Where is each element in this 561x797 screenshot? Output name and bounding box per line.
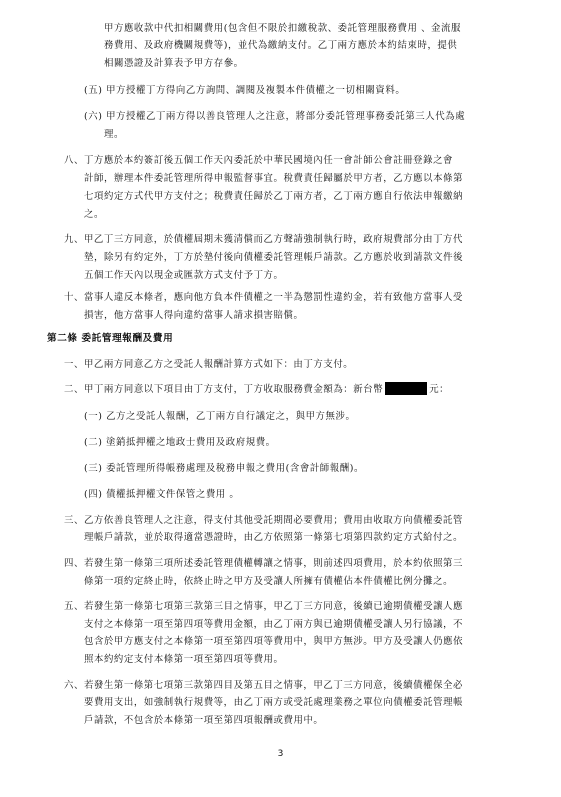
text-line: 之。 <box>84 209 104 220</box>
text-line: 理。 <box>104 129 124 140</box>
text-line: (二) 塗銷抵押權之地政士費用及政府規費。 <box>84 437 276 448</box>
text-line: 務費用、及政府機關規費等)，並代為繳納支付。乙丁兩方應於本約結束時，提供 <box>104 40 458 51</box>
text-line-with-redaction <box>64 381 449 398</box>
page-number: 3 <box>277 749 284 759</box>
text-line: 九、甲乙丁三方同意，於債權屆期未獲清償而乙方聲請強制執行時，政府規費部分由丁方代 <box>64 234 464 245</box>
text-line: (六) 甲方授權乙丁兩方得以善良管理人之注意，將部分委託管理事務委託第三人代為處 <box>84 111 466 122</box>
text-line: (一) 乙方之受託人報酬，乙丁兩方自行議定之，與甲方無涉。 <box>84 411 356 422</box>
text-line: (四) 債權抵押權文件保管之費用 。 <box>84 489 240 500</box>
text-line: 要費用支出，如強制執行規費等，由乙丁兩方或受託處理業務之單位向債權委託管理帳 <box>84 697 464 708</box>
text-line: 照本約約定支付本條第一項至第四項等費用。 <box>84 654 284 665</box>
text-line: (五) 甲方授權丁方得向乙方詢問、調閱及複製本件債權之一切相關資料。 <box>84 85 406 96</box>
section-heading: 第二條 委託管理報酬及費用 <box>47 333 174 344</box>
text-line: 五、若發生第一條第七項第三款第三目之情事，甲乙丁三方同意，後續已逾期債權受讓人應 <box>64 601 464 612</box>
text-line: 支付之本條第一項至第四項等費用金額，由乙丁兩方與已逾期債權受讓人另行協議，不 <box>84 619 464 630</box>
text-segment: 元： <box>429 384 450 395</box>
text-line: 一、甲乙兩方同意乙方之受託人報酬計算方式如下：由丁方支付。 <box>64 359 354 370</box>
text-line: 包含於甲方應支付之本條第一項至第四項等費用中，與甲方無涉。甲方及受讓人仍應依 <box>84 636 464 647</box>
text-segment: 二、甲丁兩方同意以下項目由丁方支付，丁方收取服務費金額為：新台幣 <box>64 384 384 395</box>
text-line: 十、當事人違反本條者，應向他方負本件債權之一半為懲罰性違約金，若有致他方當事人受 <box>64 292 464 303</box>
text-line: 甲方應收款中代扣相關費用(包含但不限於扣繳稅款、委託管理服務費用 、金流服 <box>104 23 461 34</box>
text-line: 墊，除另有約定外，丁方於墊付後向債權委託管理帳戶請款。乙方應於收到請款文件後 <box>84 252 464 263</box>
text-line: 相關憑證及計算表予甲方存參。 <box>104 58 244 69</box>
text-line: 七項約定方式代甲方支付之；稅費責任歸於乙丁兩方者，乙丁兩方應自行依法申報繳納 <box>84 191 464 202</box>
text-line: 五個工作天內以現金或匯款方式支付予丁方。 <box>84 270 284 281</box>
text-line: 理帳戶請款，並於取得適當憑證時，由乙方依照第一條第七項第四款約定方式給付之。 <box>84 532 464 543</box>
text-line: 八、丁方應於本約簽訂後五個工作天內委託於中華民國境內任一會計師公會註冊登錄之會 <box>64 155 454 166</box>
text-line: 六、若發生第一條第七項第三款第四目及第五目之情事，甲乙丁三方同意，後續債權保全必 <box>64 680 464 691</box>
text-line: (三) 委託管理所得帳務處理及稅務申報之費用(含會計師報酬)。 <box>84 463 364 474</box>
text-line: 四、若發生第一條第三項所述委託管理債權轉讓之情事，則前述四項費用，於本約依照第三 <box>64 558 464 569</box>
text-line: 三、乙方依善良管理人之注意，得支付其他受託期間必要費用；費用由收取方向債權委託管 <box>64 515 464 526</box>
redaction-block <box>385 382 427 395</box>
text-line: 損害，他方當事人得向違約當事人請求損害賠償。 <box>84 310 304 321</box>
text-line: 計師，辦理本件委託管理所得申報監督事宜。稅費責任歸屬於甲方者，乙方應以本條第 <box>84 173 464 184</box>
text-line: 戶請款，不包含於本條第一項至第四項報酬或費用中。 <box>84 715 324 726</box>
text-line: 條第一項約定終止時，依終止時之甲方及受讓人所擁有債權佔本件債權比例分攤之。 <box>84 576 454 587</box>
